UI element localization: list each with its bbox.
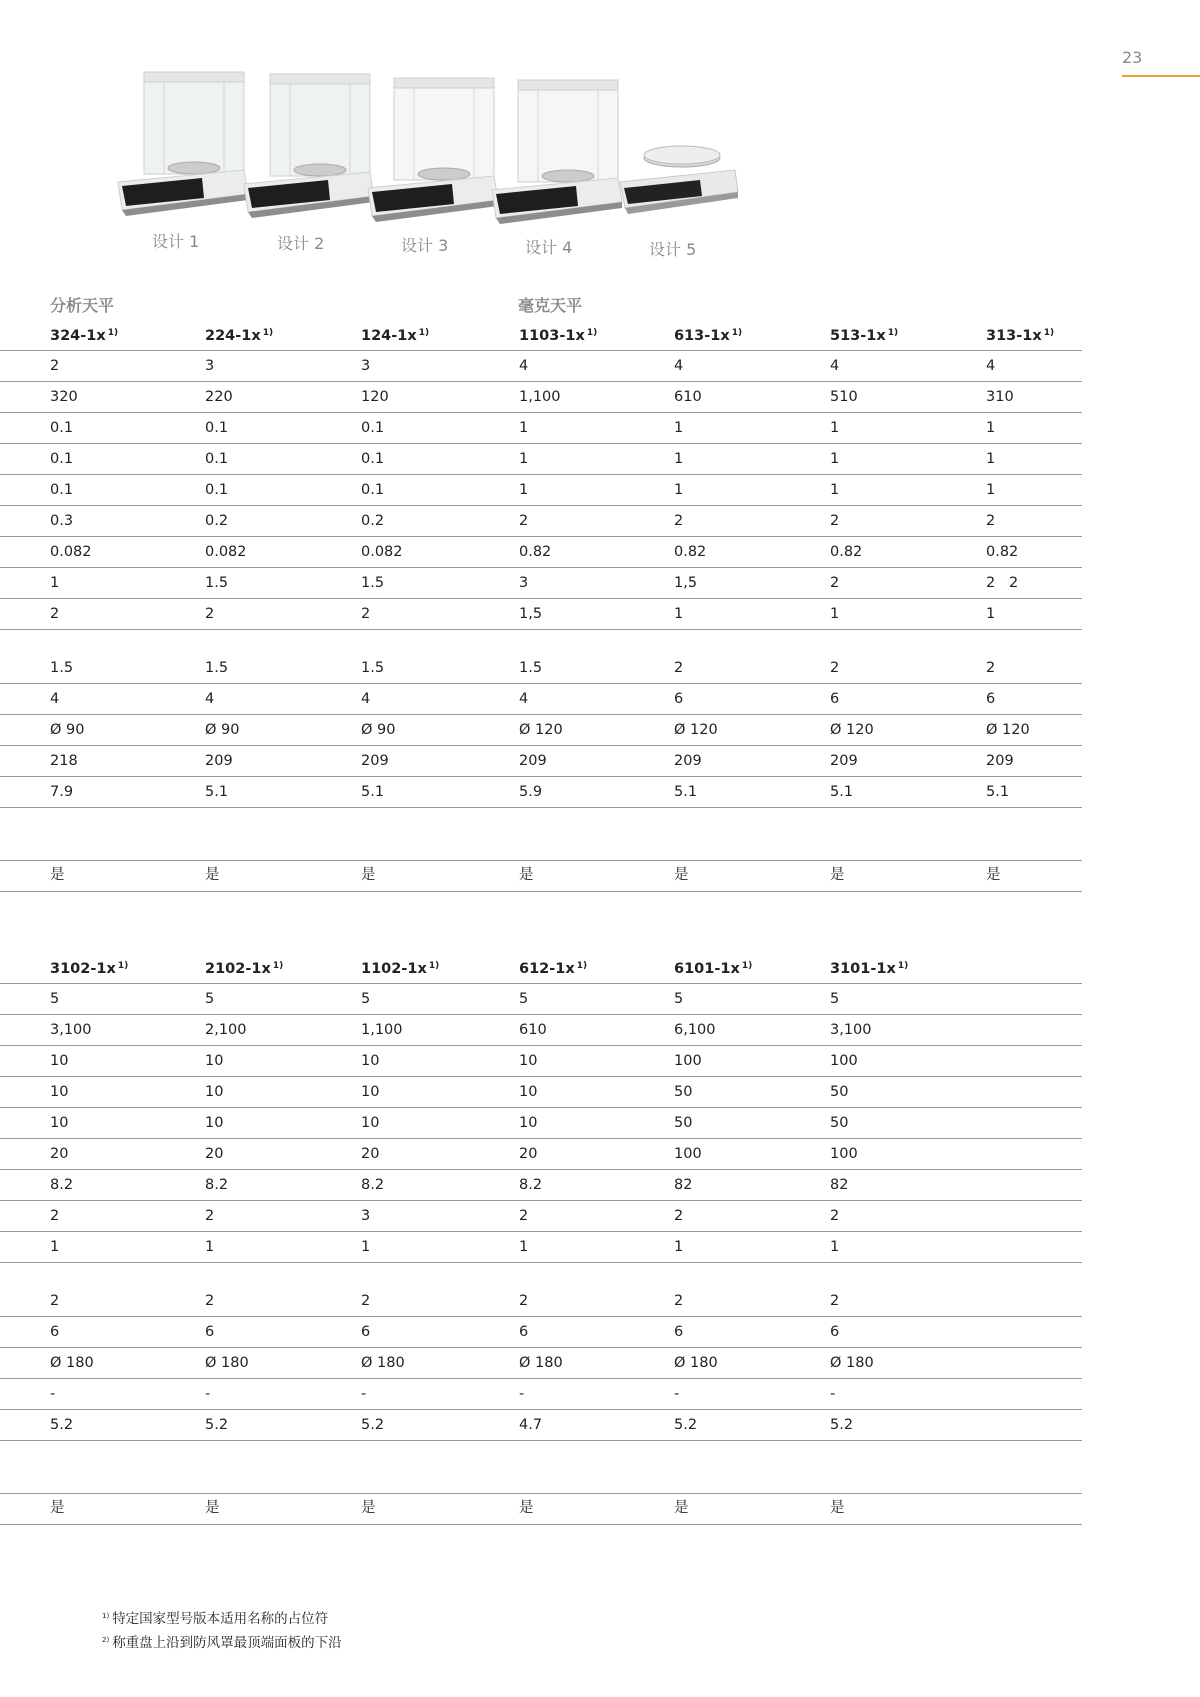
design-label: 设计 3 xyxy=(401,236,449,255)
column-header xyxy=(830,961,908,977)
table-cell: 5.1 xyxy=(830,784,854,800)
table-cell: 0.1 xyxy=(50,451,74,467)
footnote-2: $^{2)}$ 称重盘上沿到防风罩最顶端面板的下沿 xyxy=(102,1635,342,1651)
table-cell: 100 xyxy=(830,1053,858,1069)
table-cell: 220 xyxy=(205,389,233,405)
table-cell: - xyxy=(519,1386,525,1402)
table-row xyxy=(0,746,1082,777)
table-cell: 1 xyxy=(674,606,684,622)
model-name: 2102-1x xyxy=(205,961,271,977)
table-row xyxy=(0,506,1082,537)
table-cell: 2 xyxy=(205,606,215,622)
table-cell: 209 xyxy=(986,753,1014,769)
table-cell: 2 xyxy=(674,1293,684,1309)
table-cell: 2 xyxy=(50,606,60,622)
table-cell: 8.2 xyxy=(50,1177,74,1193)
table-cell: 5.2 xyxy=(674,1417,698,1433)
table-cell: 1,100 xyxy=(361,1022,403,1038)
footnote-mark: 1) xyxy=(272,961,284,971)
table-cell: 是 xyxy=(205,1500,220,1516)
model-name: 612-1x xyxy=(519,961,575,977)
table-cell: 1.5 xyxy=(519,660,543,676)
table-cell: - xyxy=(361,1386,367,1402)
table-cell: 2 xyxy=(830,1293,840,1309)
table-cell: - xyxy=(50,1386,56,1402)
model-name: 1102-1x xyxy=(361,961,427,977)
column-header xyxy=(519,328,597,344)
table-cell: 1 xyxy=(986,482,996,498)
table-cell: 209 xyxy=(205,753,233,769)
table-row xyxy=(0,984,1082,1015)
model-name: 1103-1x xyxy=(519,328,585,344)
table-cell: Ø 180 xyxy=(50,1355,94,1371)
table-cell: 8.2 xyxy=(519,1177,543,1193)
table-cell: 0.082 xyxy=(361,544,403,560)
design-label: 设计 1 xyxy=(152,232,200,251)
table-cell: 4 xyxy=(519,358,529,374)
table-cell: 是 xyxy=(50,1500,65,1516)
column-header xyxy=(674,328,742,344)
table-row xyxy=(0,351,1082,382)
balance-design-5-image xyxy=(610,140,745,220)
table-cell: 1.5 xyxy=(50,660,74,676)
footnote-mark: 1) xyxy=(586,328,598,338)
table-cell: 是 xyxy=(519,867,534,883)
table-row xyxy=(0,630,1082,684)
table-cell: 10 xyxy=(205,1084,224,1100)
table-cell: 0.2 xyxy=(361,513,385,529)
table-cell: 100 xyxy=(830,1146,858,1162)
table-cell: 1 xyxy=(986,606,996,622)
table-cell: 4 xyxy=(361,691,371,707)
table-cell: 100 xyxy=(674,1053,702,1069)
table-cell: 是 xyxy=(361,867,376,883)
footnote-mark: 1) xyxy=(262,328,274,338)
table-cell: Ø 90 xyxy=(361,722,396,738)
table-cell: Ø 180 xyxy=(674,1355,718,1371)
table-cell: 5 xyxy=(205,991,215,1007)
table-cell: 10 xyxy=(519,1053,538,1069)
table-cell: 4 xyxy=(205,691,215,707)
table-cell: 2,100 xyxy=(205,1022,247,1038)
footnote-mark: 1) xyxy=(741,961,753,971)
table-cell: 3 xyxy=(361,1208,371,1224)
table-cell: 3,100 xyxy=(50,1022,92,1038)
table-cell: 3,100 xyxy=(830,1022,872,1038)
column-header xyxy=(361,328,429,344)
footnote-mark: 1) xyxy=(117,961,129,971)
table-cell: 0.1 xyxy=(50,482,74,498)
table-row xyxy=(0,777,1082,808)
table-cell: 0.1 xyxy=(361,420,385,436)
table-cell: 3 xyxy=(361,358,371,374)
table-cell: 0.1 xyxy=(205,482,229,498)
table-cell: 6 xyxy=(986,691,996,707)
table-header-row xyxy=(0,951,1082,984)
table-cell: 2 xyxy=(674,1208,684,1224)
table-row xyxy=(0,475,1082,506)
table-cell: 1 xyxy=(830,420,840,436)
table-row xyxy=(0,1170,1082,1201)
footnote-mark: 1) xyxy=(418,328,430,338)
balance-design-4-image xyxy=(486,78,626,228)
table-cell: 5.2 xyxy=(830,1417,854,1433)
table-cell: 2 xyxy=(986,660,996,676)
design-label: 设计 4 xyxy=(525,238,573,257)
table-cell: 4 xyxy=(986,358,996,374)
table-cell: 20 xyxy=(205,1146,224,1162)
table-cell: 8.2 xyxy=(361,1177,385,1193)
model-name: 3102-1x xyxy=(50,961,116,977)
table-cell: 1 xyxy=(830,451,840,467)
table-cell: 320 xyxy=(50,389,78,405)
table-cell: 3 xyxy=(519,575,529,591)
table-cell: 0.1 xyxy=(205,420,229,436)
table-cell: 0.82 xyxy=(986,544,1019,560)
table-cell: 1.5 xyxy=(361,660,385,676)
table-cell: 6 xyxy=(830,1324,840,1340)
design-label: 设计 5 xyxy=(649,240,697,259)
table-cell: 10 xyxy=(361,1053,380,1069)
table-cell: 2 2 xyxy=(986,575,1019,591)
table-cell: 1 xyxy=(674,1239,684,1255)
footnote-mark: 1) xyxy=(428,961,440,971)
table-row xyxy=(0,1410,1082,1441)
table-cell: 5.2 xyxy=(50,1417,74,1433)
table-cell: 是 xyxy=(830,1500,845,1516)
table-cell: 1 xyxy=(361,1239,371,1255)
table-cell: 5.2 xyxy=(205,1417,229,1433)
table-cell: 2 xyxy=(205,1293,215,1309)
footnote-mark: 1) xyxy=(107,328,119,338)
table-cell: 1 xyxy=(986,451,996,467)
table-cell: 50 xyxy=(830,1084,849,1100)
footnote-mark: 1) xyxy=(897,961,909,971)
table-cell: 1 xyxy=(519,420,529,436)
table-cell: 1 xyxy=(519,451,529,467)
table-cell: 50 xyxy=(830,1115,849,1131)
column-header xyxy=(830,328,898,344)
table-row xyxy=(0,444,1082,475)
product-images xyxy=(100,70,760,270)
column-header xyxy=(50,961,128,977)
table-cell: 0.82 xyxy=(830,544,863,560)
table-cell: 6 xyxy=(205,1324,215,1340)
table-cell: 1,100 xyxy=(519,389,561,405)
table-cell: 0.2 xyxy=(205,513,229,529)
table-cell: 1,5 xyxy=(674,575,698,591)
model-name: 224-1x xyxy=(205,328,261,344)
model-name: 124-1x xyxy=(361,328,417,344)
table-cell: 是 xyxy=(830,867,845,883)
table-cell: 0.1 xyxy=(361,482,385,498)
balance-design-1-image xyxy=(112,70,252,220)
table-row xyxy=(0,1108,1082,1139)
table-row xyxy=(0,861,1082,892)
table-cell: 6,100 xyxy=(674,1022,716,1038)
table-cell: 218 xyxy=(50,753,78,769)
table-cell: 120 xyxy=(361,389,389,405)
table-row xyxy=(0,1046,1082,1077)
table-cell: 1 xyxy=(986,420,996,436)
table-cell: 1 xyxy=(674,482,684,498)
spec-table-2 xyxy=(0,951,1082,1525)
table-cell: 0.82 xyxy=(674,544,707,560)
table-cell: 1 xyxy=(830,1239,840,1255)
table-cell: 7.9 xyxy=(50,784,74,800)
table-cell: 5 xyxy=(674,991,684,1007)
table-cell: 82 xyxy=(674,1177,693,1193)
table-cell: 4 xyxy=(674,358,684,374)
table-cell: 10 xyxy=(50,1115,69,1131)
table-row xyxy=(0,1201,1082,1232)
table-row xyxy=(0,1348,1082,1379)
table-cell: 2 xyxy=(50,1208,60,1224)
table-row xyxy=(0,808,1082,861)
column-header xyxy=(519,961,587,977)
table-cell: 1 xyxy=(674,420,684,436)
model-name: 324-1x xyxy=(50,328,106,344)
table-cell: Ø 180 xyxy=(830,1355,874,1371)
table-cell: 10 xyxy=(50,1053,69,1069)
table-cell: 1.5 xyxy=(361,575,385,591)
table-row xyxy=(0,413,1082,444)
table-cell: - xyxy=(830,1386,836,1402)
footnote-mark: 1) xyxy=(1043,328,1055,338)
table-cell: 2 xyxy=(519,1208,529,1224)
table-cell: 3 xyxy=(205,358,215,374)
table-cell: 2 xyxy=(830,660,840,676)
model-name: 3101-1x xyxy=(830,961,896,977)
table-cell: 20 xyxy=(50,1146,69,1162)
table-cell: - xyxy=(205,1386,211,1402)
table-cell: Ø 90 xyxy=(205,722,240,738)
footnote-mark: 1) xyxy=(887,328,899,338)
model-name: 513-1x xyxy=(830,328,886,344)
table-cell: 20 xyxy=(519,1146,538,1162)
table-cell: 10 xyxy=(361,1084,380,1100)
table-cell: 是 xyxy=(50,867,65,883)
table-cell: 5.9 xyxy=(519,784,543,800)
table-cell: 1 xyxy=(674,451,684,467)
table-cell: 是 xyxy=(674,1500,689,1516)
footnotes xyxy=(102,1606,342,1654)
table-header-row xyxy=(0,318,1082,351)
table-cell: 10 xyxy=(519,1115,538,1131)
footnote-mark: 1) xyxy=(576,961,588,971)
table-cell: 510 xyxy=(830,389,858,405)
table-cell: Ø 120 xyxy=(674,722,718,738)
table-cell: 1 xyxy=(830,606,840,622)
table-cell: 209 xyxy=(519,753,547,769)
table-cell: 2 xyxy=(205,1208,215,1224)
column-header xyxy=(361,961,439,977)
table-cell: 是 xyxy=(361,1500,376,1516)
table-cell: 2 xyxy=(986,513,996,529)
table-cell: 10 xyxy=(50,1084,69,1100)
table-cell: 5 xyxy=(830,991,840,1007)
design-label: 设计 2 xyxy=(277,234,325,253)
table-cell: 610 xyxy=(519,1022,547,1038)
table-cell: 6 xyxy=(674,1324,684,1340)
table-cell: 0.082 xyxy=(205,544,247,560)
column-header xyxy=(205,961,283,977)
table-cell: 209 xyxy=(830,753,858,769)
table-cell: 1.5 xyxy=(205,575,229,591)
table-cell: 5.1 xyxy=(361,784,385,800)
table-cell: 2 xyxy=(519,513,529,529)
spec-table-1 xyxy=(0,318,1082,892)
table-cell: 5.1 xyxy=(674,784,698,800)
table-cell: 是 xyxy=(986,867,1001,883)
table-cell: Ø 120 xyxy=(830,722,874,738)
table-row xyxy=(0,1441,1082,1494)
table-cell: 4.7 xyxy=(519,1417,543,1433)
table-cell: 0.1 xyxy=(205,451,229,467)
column-header xyxy=(50,328,118,344)
page-number-rule xyxy=(1122,75,1200,77)
table-cell: 1 xyxy=(50,575,60,591)
table-cell: 209 xyxy=(361,753,389,769)
table-cell: 1,5 xyxy=(519,606,543,622)
table-cell: 6 xyxy=(830,691,840,707)
table-cell: 10 xyxy=(361,1115,380,1131)
table-cell: 100 xyxy=(674,1146,702,1162)
section-label-milligram: 毫克天平 xyxy=(518,296,583,315)
table-cell: 2 xyxy=(830,1208,840,1224)
table-row xyxy=(0,1139,1082,1170)
table-row xyxy=(0,599,1082,630)
table-cell: 50 xyxy=(674,1084,693,1100)
table-cell: 2 xyxy=(361,606,371,622)
model-name: 613-1x xyxy=(674,328,730,344)
balance-design-2-image xyxy=(238,72,378,222)
table-cell: 是 xyxy=(519,1500,534,1516)
table-cell: 610 xyxy=(674,389,702,405)
table-cell: 6 xyxy=(361,1324,371,1340)
table-cell: 2 xyxy=(50,358,60,374)
table-cell: 0.82 xyxy=(519,544,552,560)
table-cell: - xyxy=(674,1386,680,1402)
table-cell: 0.3 xyxy=(50,513,74,529)
table-cell: 4 xyxy=(519,691,529,707)
table-cell: 1 xyxy=(830,482,840,498)
table-cell: 82 xyxy=(830,1177,849,1193)
table-row xyxy=(0,1077,1082,1108)
model-name: 313-1x xyxy=(986,328,1042,344)
table-cell: 0.1 xyxy=(361,451,385,467)
table-row xyxy=(0,537,1082,568)
model-name: 6101-1x xyxy=(674,961,740,977)
table-cell: 1 xyxy=(50,1239,60,1255)
footnote-1: $^{1)}$ 特定国家型号版本适用名称的占位符 xyxy=(102,1611,329,1627)
column-header xyxy=(986,328,1054,344)
table-row xyxy=(0,1494,1082,1525)
column-header xyxy=(674,961,752,977)
table-cell: 1 xyxy=(205,1239,215,1255)
table-cell: 4 xyxy=(830,358,840,374)
table-cell: 2 xyxy=(674,660,684,676)
table-cell: Ø 180 xyxy=(361,1355,405,1371)
table-cell: 6 xyxy=(519,1324,529,1340)
table-cell: 10 xyxy=(205,1115,224,1131)
table-cell: 2 xyxy=(50,1293,60,1309)
table-row xyxy=(0,382,1082,413)
table-cell: 5.1 xyxy=(205,784,229,800)
table-cell: 6 xyxy=(674,691,684,707)
table-row xyxy=(0,1232,1082,1263)
table-cell: 是 xyxy=(674,867,689,883)
table-cell: 5.2 xyxy=(361,1417,385,1433)
table-cell: 1 xyxy=(519,1239,529,1255)
table-cell: Ø 90 xyxy=(50,722,85,738)
footnote-mark: 1) xyxy=(731,328,743,338)
table-cell: 2 xyxy=(361,1293,371,1309)
table-cell: Ø 120 xyxy=(519,722,563,738)
table-row xyxy=(0,715,1082,746)
table-cell: 50 xyxy=(674,1115,693,1131)
table-cell: Ø 120 xyxy=(986,722,1030,738)
table-row xyxy=(0,1317,1082,1348)
table-cell: 0.082 xyxy=(50,544,92,560)
column-header xyxy=(205,328,273,344)
table-cell: 2 xyxy=(674,513,684,529)
table-cell: 5 xyxy=(361,991,371,1007)
table-cell: Ø 180 xyxy=(205,1355,249,1371)
table-cell: 8.2 xyxy=(205,1177,229,1193)
table-cell: 2 xyxy=(519,1293,529,1309)
table-cell: Ø 180 xyxy=(519,1355,563,1371)
table-cell: 5 xyxy=(50,991,60,1007)
table-cell: 5.1 xyxy=(986,784,1010,800)
table-cell: 209 xyxy=(674,753,702,769)
balance-design-3-image xyxy=(362,76,502,226)
table-row xyxy=(0,1379,1082,1410)
table-row xyxy=(0,684,1082,715)
table-cell: 是 xyxy=(205,867,220,883)
table-cell: 10 xyxy=(519,1084,538,1100)
table-cell: 0.1 xyxy=(50,420,74,436)
table-cell: 2 xyxy=(830,575,840,591)
table-cell: 310 xyxy=(986,389,1014,405)
section-label-analytical: 分析天平 xyxy=(50,296,115,315)
table-cell: 20 xyxy=(361,1146,380,1162)
table-row xyxy=(0,1263,1082,1317)
table-cell: 5 xyxy=(519,991,529,1007)
table-cell: 1.5 xyxy=(205,660,229,676)
table-row xyxy=(0,568,1082,599)
table-row xyxy=(0,1015,1082,1046)
table-cell: 2 xyxy=(830,513,840,529)
table-cell: 4 xyxy=(50,691,60,707)
table-cell: 1 xyxy=(519,482,529,498)
table-cell: 6 xyxy=(50,1324,60,1340)
table-cell: 10 xyxy=(205,1053,224,1069)
page-number: 23 xyxy=(1122,48,1143,67)
